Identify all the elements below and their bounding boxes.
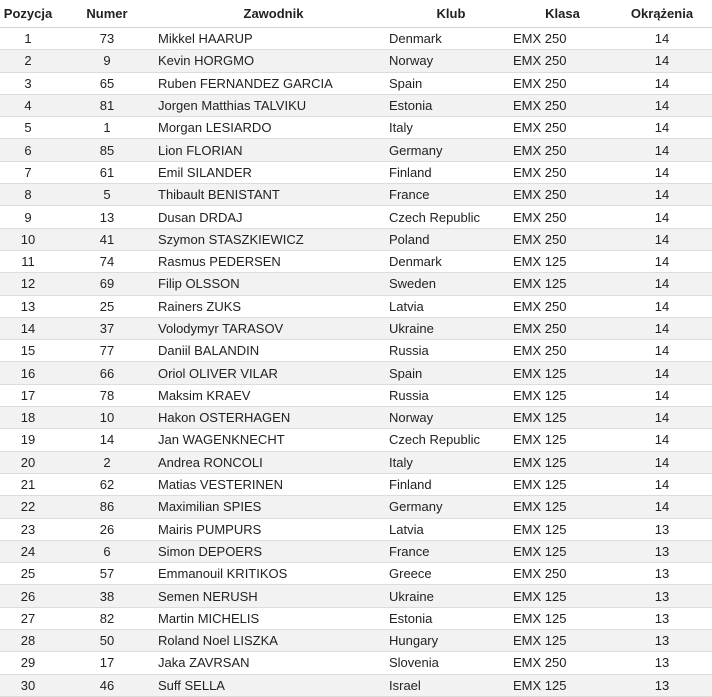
- cell-number: 85: [56, 139, 158, 161]
- cell-number: 38: [56, 585, 158, 607]
- cell-laps: 13: [612, 540, 712, 562]
- cell-position: 22: [0, 496, 56, 518]
- cell-laps: 13: [612, 630, 712, 652]
- cell-club: Norway: [389, 407, 513, 429]
- cell-class: EMX 250: [513, 228, 612, 250]
- table-row: [0, 206, 712, 228]
- cell-position: 15: [0, 340, 56, 362]
- table-row: [0, 161, 712, 183]
- table-row: [0, 139, 712, 161]
- table-row: [0, 563, 712, 585]
- cell-number: 14: [56, 429, 158, 451]
- cell-laps: 13: [612, 585, 712, 607]
- cell-laps: 14: [612, 384, 712, 406]
- cell-number: 50: [56, 630, 158, 652]
- cell-rider: Filip OLSSON: [158, 273, 389, 295]
- cell-laps: 14: [612, 340, 712, 362]
- cell-laps: 14: [612, 473, 712, 495]
- cell-class: EMX 125: [513, 362, 612, 384]
- cell-laps: 13: [612, 518, 712, 540]
- cell-number: 57: [56, 563, 158, 585]
- cell-rider: Roland Noel LISZKA: [158, 630, 389, 652]
- cell-class: EMX 250: [513, 295, 612, 317]
- cell-class: EMX 125: [513, 674, 612, 696]
- table-row: [0, 607, 712, 629]
- cell-rider: Semen NERUSH: [158, 585, 389, 607]
- table-row: [0, 28, 712, 50]
- cell-laps: 13: [612, 563, 712, 585]
- table-row: [0, 94, 712, 116]
- table-row: [0, 652, 712, 674]
- cell-club: Russia: [389, 340, 513, 362]
- table-row: [0, 362, 712, 384]
- cell-rider: Rasmus PEDERSEN: [158, 250, 389, 272]
- cell-position: 3: [0, 72, 56, 94]
- cell-club: Estonia: [389, 94, 513, 116]
- cell-class: EMX 250: [513, 72, 612, 94]
- cell-position: 19: [0, 429, 56, 451]
- cell-club: Sweden: [389, 273, 513, 295]
- cell-position: 8: [0, 184, 56, 206]
- cell-class: EMX 250: [513, 206, 612, 228]
- table-row: [0, 407, 712, 429]
- cell-number: 26: [56, 518, 158, 540]
- cell-class: EMX 250: [513, 652, 612, 674]
- cell-class: EMX 125: [513, 384, 612, 406]
- cell-club: Poland: [389, 228, 513, 250]
- table-row: [0, 250, 712, 272]
- cell-laps: 14: [612, 161, 712, 183]
- cell-rider: Matias VESTERINEN: [158, 473, 389, 495]
- cell-club: Spain: [389, 72, 513, 94]
- cell-number: 41: [56, 228, 158, 250]
- cell-position: 28: [0, 630, 56, 652]
- cell-rider: Hakon OSTERHAGEN: [158, 407, 389, 429]
- cell-club: Hungary: [389, 630, 513, 652]
- cell-position: 29: [0, 652, 56, 674]
- cell-number: 5: [56, 184, 158, 206]
- table-row: [0, 540, 712, 562]
- cell-rider: Simon DEPOERS: [158, 540, 389, 562]
- column-header-class[interactable]: Klasa: [513, 0, 612, 28]
- cell-number: 17: [56, 652, 158, 674]
- cell-number: 46: [56, 674, 158, 696]
- cell-position: 20: [0, 451, 56, 473]
- table-row: [0, 117, 712, 139]
- cell-number: 13: [56, 206, 158, 228]
- cell-number: 74: [56, 250, 158, 272]
- cell-club: Israel: [389, 674, 513, 696]
- cell-club: Latvia: [389, 295, 513, 317]
- cell-class: EMX 125: [513, 473, 612, 495]
- cell-class: EMX 250: [513, 94, 612, 116]
- cell-position: 5: [0, 117, 56, 139]
- cell-class: EMX 125: [513, 407, 612, 429]
- cell-laps: 14: [612, 273, 712, 295]
- cell-laps: 14: [612, 72, 712, 94]
- table-row: [0, 429, 712, 451]
- cell-rider: Dusan DRDAJ: [158, 206, 389, 228]
- cell-position: 4: [0, 94, 56, 116]
- cell-position: 23: [0, 518, 56, 540]
- cell-position: 1: [0, 28, 56, 50]
- cell-laps: 14: [612, 28, 712, 50]
- cell-position: 14: [0, 317, 56, 339]
- cell-club: Italy: [389, 451, 513, 473]
- cell-rider: Suff SELLA: [158, 674, 389, 696]
- cell-position: 30: [0, 674, 56, 696]
- cell-club: Estonia: [389, 607, 513, 629]
- results-table-body: [0, 28, 712, 697]
- cell-laps: 14: [612, 50, 712, 72]
- cell-position: 24: [0, 540, 56, 562]
- results-table-header: [0, 0, 712, 28]
- cell-club: Greece: [389, 563, 513, 585]
- table-row: [0, 451, 712, 473]
- cell-class: EMX 125: [513, 496, 612, 518]
- cell-club: Germany: [389, 139, 513, 161]
- cell-club: Czech Republic: [389, 429, 513, 451]
- cell-club: Czech Republic: [389, 206, 513, 228]
- cell-laps: 14: [612, 317, 712, 339]
- table-row: [0, 585, 712, 607]
- cell-position: 6: [0, 139, 56, 161]
- table-row: [0, 317, 712, 339]
- cell-laps: 13: [612, 652, 712, 674]
- cell-club: Ukraine: [389, 585, 513, 607]
- cell-rider: Rainers ZUKS: [158, 295, 389, 317]
- table-row: [0, 72, 712, 94]
- cell-laps: 13: [612, 674, 712, 696]
- cell-club: Slovenia: [389, 652, 513, 674]
- cell-club: France: [389, 184, 513, 206]
- cell-position: 26: [0, 585, 56, 607]
- cell-class: EMX 250: [513, 317, 612, 339]
- cell-number: 61: [56, 161, 158, 183]
- cell-number: 6: [56, 540, 158, 562]
- table-row: [0, 384, 712, 406]
- cell-laps: 14: [612, 94, 712, 116]
- cell-rider: Martin MICHELIS: [158, 607, 389, 629]
- cell-number: 81: [56, 94, 158, 116]
- cell-class: EMX 125: [513, 518, 612, 540]
- cell-number: 37: [56, 317, 158, 339]
- cell-club: Norway: [389, 50, 513, 72]
- cell-class: EMX 250: [513, 139, 612, 161]
- cell-position: 16: [0, 362, 56, 384]
- cell-rider: Thibault BENISTANT: [158, 184, 389, 206]
- cell-rider: Maksim KRAEV: [158, 384, 389, 406]
- column-header-number[interactable]: Numer: [56, 0, 158, 28]
- cell-number: 1: [56, 117, 158, 139]
- cell-number: 69: [56, 273, 158, 295]
- column-header-club[interactable]: Klub: [389, 0, 513, 28]
- cell-rider: Emmanouil KRITIKOS: [158, 563, 389, 585]
- cell-class: EMX 125: [513, 250, 612, 272]
- cell-class: EMX 250: [513, 184, 612, 206]
- cell-number: 9: [56, 50, 158, 72]
- cell-rider: Kevin HORGMO: [158, 50, 389, 72]
- cell-position: 18: [0, 407, 56, 429]
- cell-class: EMX 250: [513, 28, 612, 50]
- cell-laps: 14: [612, 206, 712, 228]
- cell-rider: Jan WAGENKNECHT: [158, 429, 389, 451]
- table-row: [0, 295, 712, 317]
- cell-position: 9: [0, 206, 56, 228]
- cell-number: 25: [56, 295, 158, 317]
- cell-laps: 14: [612, 228, 712, 250]
- cell-club: Spain: [389, 362, 513, 384]
- cell-number: 86: [56, 496, 158, 518]
- column-header-laps[interactable]: Okrążenia: [612, 0, 712, 28]
- cell-rider: Lion FLORIAN: [158, 139, 389, 161]
- cell-laps: 13: [612, 607, 712, 629]
- cell-position: 27: [0, 607, 56, 629]
- cell-class: EMX 250: [513, 340, 612, 362]
- cell-number: 78: [56, 384, 158, 406]
- cell-number: 65: [56, 72, 158, 94]
- cell-class: EMX 125: [513, 273, 612, 295]
- cell-club: Finland: [389, 473, 513, 495]
- cell-rider: Mairis PUMPURS: [158, 518, 389, 540]
- cell-rider: Morgan LESIARDO: [158, 117, 389, 139]
- cell-rider: Daniil BALANDIN: [158, 340, 389, 362]
- cell-rider: Andrea RONCOLI: [158, 451, 389, 473]
- table-row: [0, 340, 712, 362]
- cell-number: 77: [56, 340, 158, 362]
- cell-position: 13: [0, 295, 56, 317]
- cell-club: Denmark: [389, 250, 513, 272]
- cell-class: EMX 125: [513, 429, 612, 451]
- table-row: [0, 228, 712, 250]
- cell-class: EMX 125: [513, 630, 612, 652]
- cell-number: 66: [56, 362, 158, 384]
- table-row: [0, 674, 712, 696]
- cell-club: Denmark: [389, 28, 513, 50]
- table-row: [0, 273, 712, 295]
- cell-class: EMX 250: [513, 117, 612, 139]
- cell-position: 17: [0, 384, 56, 406]
- cell-laps: 14: [612, 451, 712, 473]
- cell-position: 21: [0, 473, 56, 495]
- cell-laps: 14: [612, 407, 712, 429]
- cell-position: 2: [0, 50, 56, 72]
- cell-club: France: [389, 540, 513, 562]
- column-header-position[interactable]: Pozycja: [0, 0, 56, 28]
- cell-laps: 14: [612, 139, 712, 161]
- cell-laps: 14: [612, 429, 712, 451]
- cell-class: EMX 250: [513, 161, 612, 183]
- cell-rider: Maximilian SPIES: [158, 496, 389, 518]
- cell-club: Finland: [389, 161, 513, 183]
- cell-laps: 14: [612, 117, 712, 139]
- cell-position: 11: [0, 250, 56, 272]
- cell-position: 10: [0, 228, 56, 250]
- cell-rider: Jaka ZAVRSAN: [158, 652, 389, 674]
- cell-position: 7: [0, 161, 56, 183]
- cell-number: 10: [56, 407, 158, 429]
- cell-club: Russia: [389, 384, 513, 406]
- cell-number: 82: [56, 607, 158, 629]
- cell-laps: 14: [612, 250, 712, 272]
- cell-class: EMX 125: [513, 607, 612, 629]
- cell-rider: Volodymyr TARASOV: [158, 317, 389, 339]
- column-header-rider[interactable]: Zawodnik: [158, 0, 389, 28]
- cell-class: EMX 125: [513, 451, 612, 473]
- table-row: [0, 473, 712, 495]
- table-row: [0, 518, 712, 540]
- table-row: [0, 496, 712, 518]
- cell-position: 25: [0, 563, 56, 585]
- cell-class: EMX 250: [513, 50, 612, 72]
- cell-laps: 14: [612, 184, 712, 206]
- cell-laps: 14: [612, 295, 712, 317]
- cell-laps: 14: [612, 362, 712, 384]
- header-row: [0, 0, 712, 28]
- cell-rider: Ruben FERNANDEZ GARCIA: [158, 72, 389, 94]
- cell-laps: 14: [612, 496, 712, 518]
- cell-club: Latvia: [389, 518, 513, 540]
- cell-class: EMX 250: [513, 563, 612, 585]
- cell-club: Italy: [389, 117, 513, 139]
- cell-class: EMX 125: [513, 585, 612, 607]
- table-row: [0, 184, 712, 206]
- cell-class: EMX 125: [513, 540, 612, 562]
- cell-number: 73: [56, 28, 158, 50]
- cell-rider: Jorgen Matthias TALVIKU: [158, 94, 389, 116]
- table-row: [0, 630, 712, 652]
- cell-position: 12: [0, 273, 56, 295]
- cell-number: 62: [56, 473, 158, 495]
- cell-rider: Szymon STASZKIEWICZ: [158, 228, 389, 250]
- cell-club: Ukraine: [389, 317, 513, 339]
- cell-club: Germany: [389, 496, 513, 518]
- table-row: [0, 50, 712, 72]
- cell-rider: Oriol OLIVER VILAR: [158, 362, 389, 384]
- cell-rider: Emil SILANDER: [158, 161, 389, 183]
- cell-rider: Mikkel HAARUP: [158, 28, 389, 50]
- cell-number: 2: [56, 451, 158, 473]
